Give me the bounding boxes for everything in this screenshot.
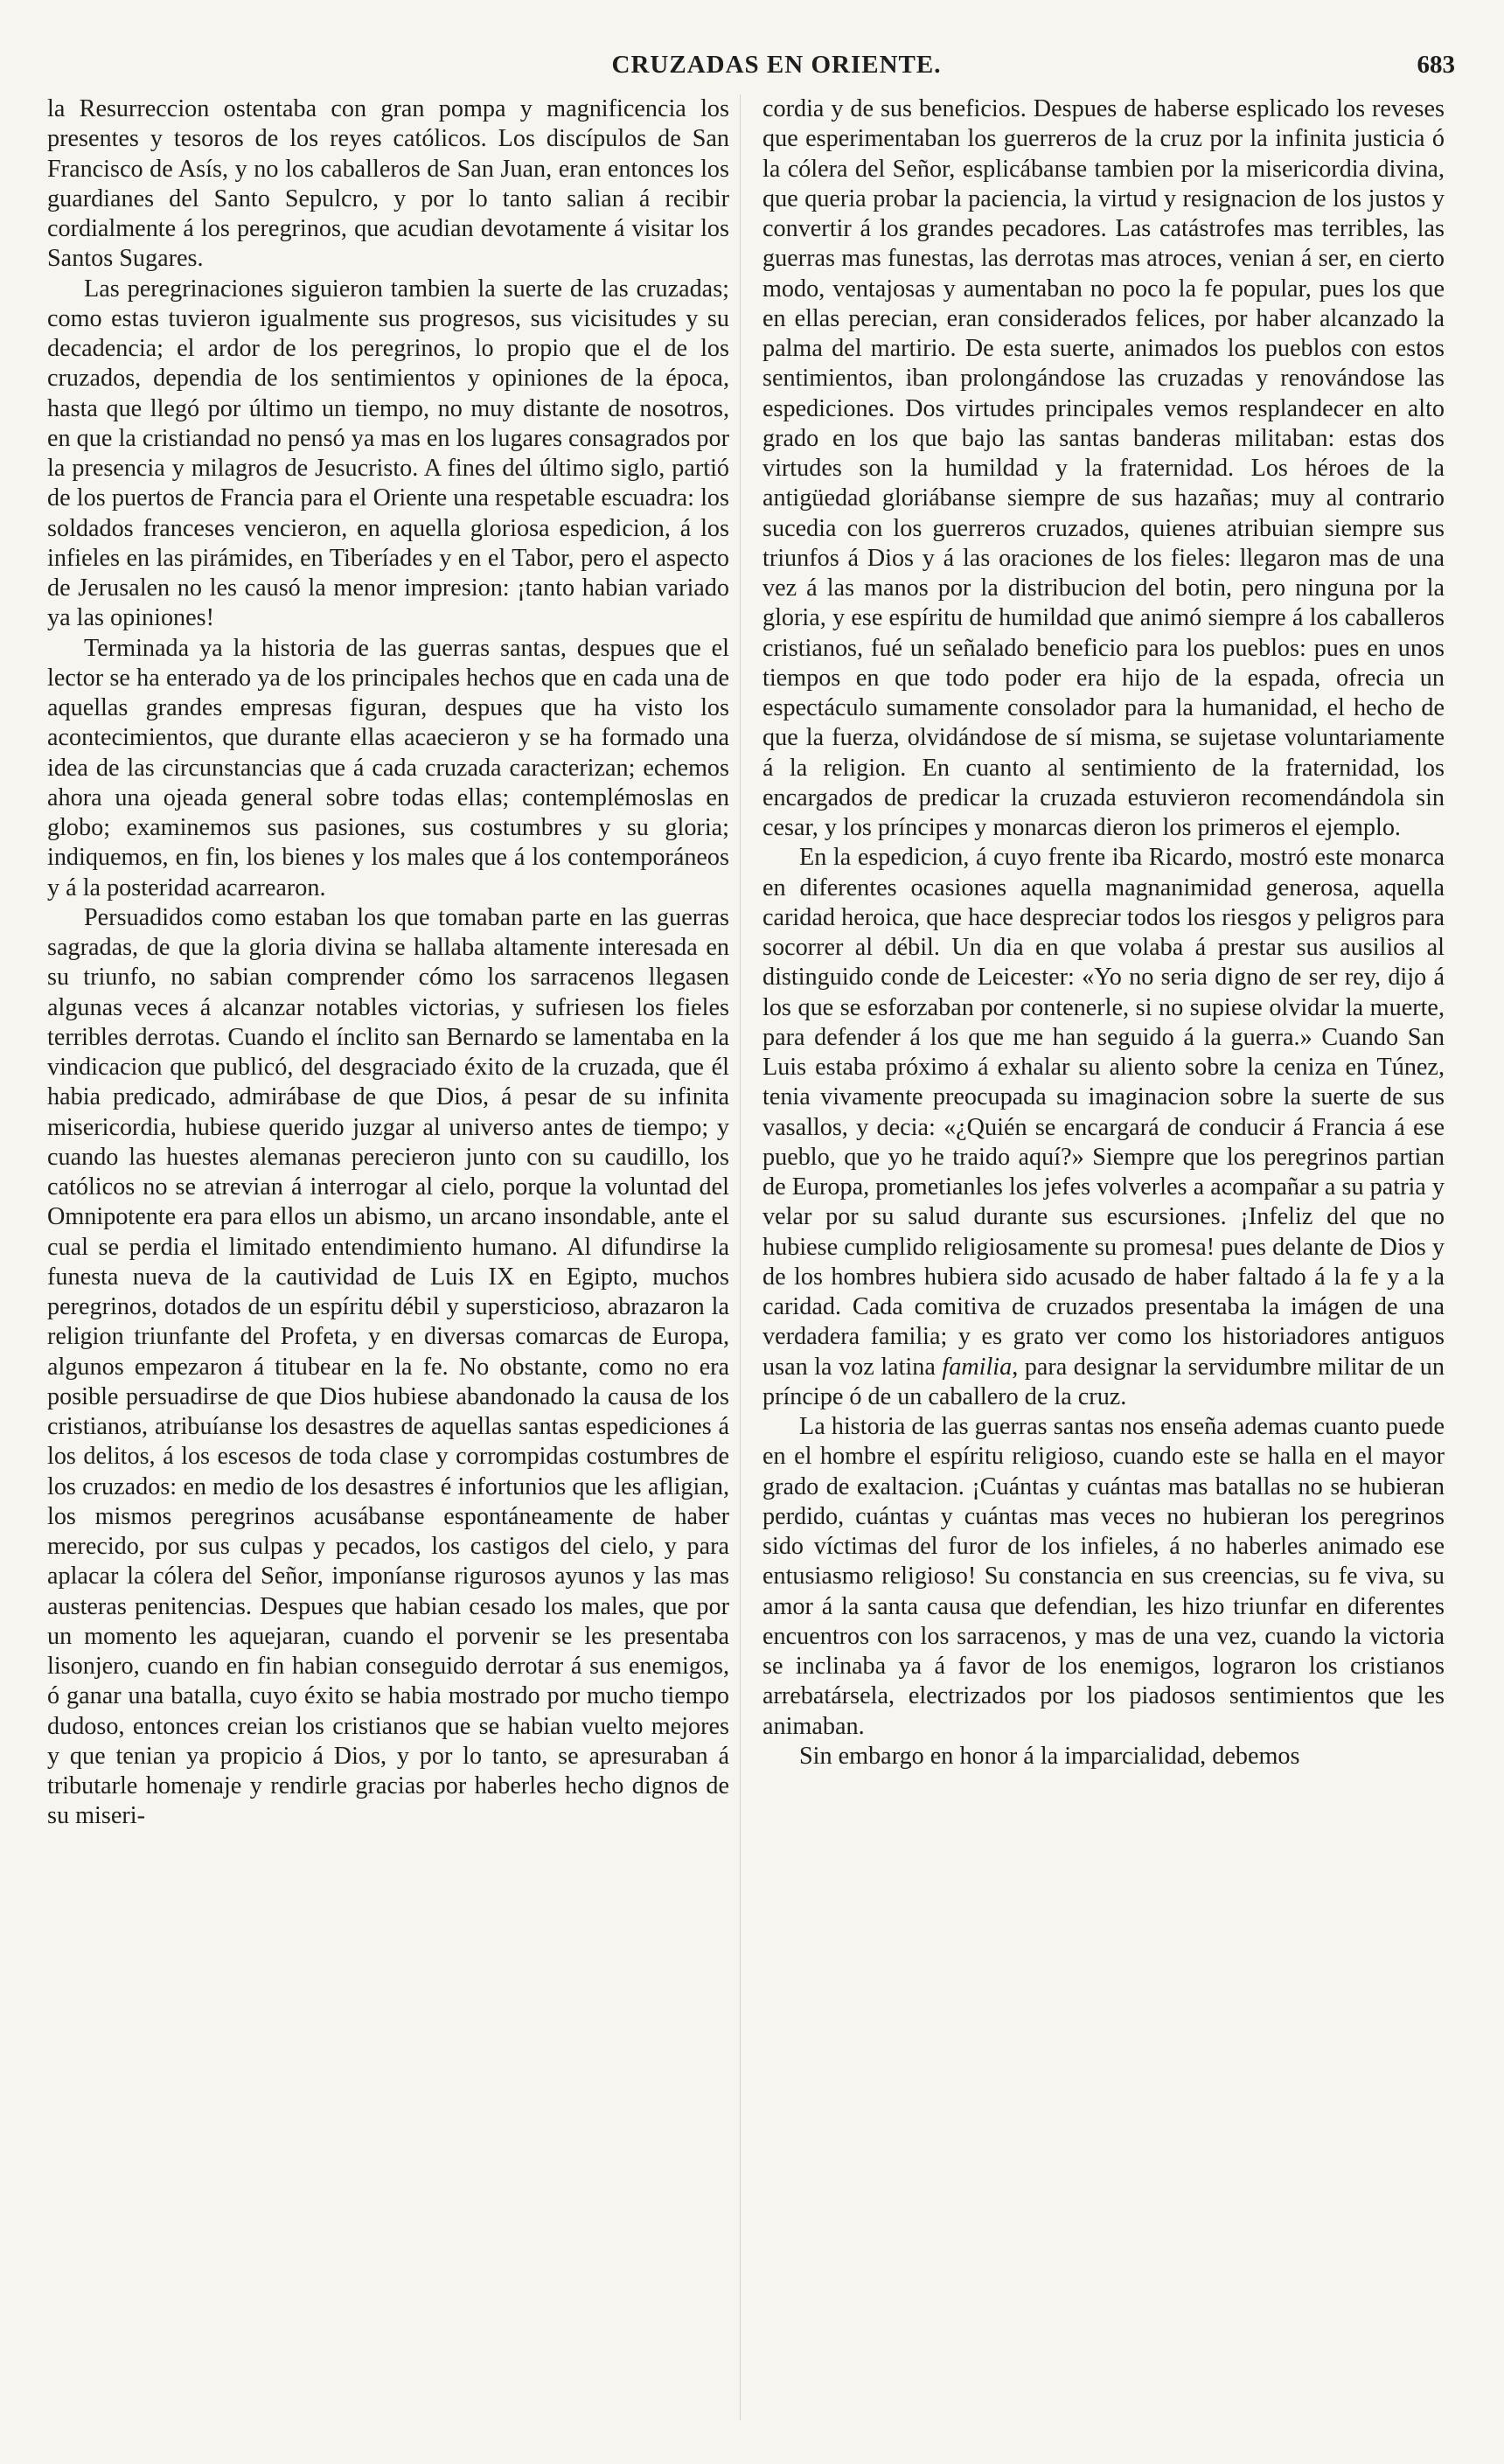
paragraph: cordia y de sus beneficios. Despues de haberse esplicado los reveses que esperimentaban los guerreros de la cruz por la infinita justicia ó la cólera del Señor, esplicábanse tambien por la misericordia divina, que queria probar la paciencia, la virtud y resignacion de los justos y convertir á los grandes pecadores. Las catástrofes mas terribles, las guerras mas funestas, las derrotas mas atroces, venian á ser, en cierto modo, ventajosas y aumentaban no poco la fe popular, pues los que en ellas perecian, eran considerados felices, por haber alcanzado la palma del martirio. De esta suerte, animados los pueblos con estos sentimientos, iban prolongándose las cruzadas y renovándose las espediciones. Dos virtudes principales vemos resplandecer en alto grado en los que bajo las santas banderas militaban: estas dos virtudes son la humildad y la fraternidad. Los héroes de la antigüedad gloriábanse siempre de sus hazañas; muy al contrario sucedia con los guerreros cruzados, quienes atribuian siempre sus triunfos á Dios y á las oraciones de los fieles: llegaron mas de una vez á las manos por la distribucion del botin, pero ninguna por la gloria, y ese espíritu de humildad que animó siempre á los caballeros cristianos, fué un señalado beneficio para los pueblos: pues en unos tiempos en que todo poder era hijo de la espada, ofrecia un espectáculo sumamente consolador para la humanidad, el hecho de que la fuerza, olvidándose de sí misma, se sujetase voluntariamente á la religion. En cuanto al sentimiento de la fraternidad, los encargados de predicar la cruzada estuvieron recomendándola sin cesar, y los príncipes y monarcas dieron los primeros el ejemplo. <box>762 95 1445 841</box>
left-column <box>47 94 729 1832</box>
paragraph-text: En la espedicion, á cuyo frente iba Ricardo, mostró este monarca en diferentes ocasiones aquella magnanimidad generosa, aquella caridad heroica, que hace despreciar todos los riesgos y peligros para socorrer al débil. Un dia en que volaba á prestar sus ausilios al distinguido conde de Leicester: «Yo no seria digno de ser rey, dijo á los que se esforzaban por contenerle, si no supiese olvidar la muerte, para defender á los que me han seguido á la guerra.» Cuando San Luis estaba próximo á exhalar su aliento sobre la ceniza en Túnez, tenia vivamente preocupada su imaginacion sobre la suerte de sus vasallos, y decia: «¿Quién se encargará de conducir á Francia á ese pueblo, que yo he traido aquí?» Siempre que los peregrinos partian de Europa, prometianles los jefes volverles a acompañar a su patria y velar por su salud durante sus escursiones. ¡Infeliz del que no hubiese cumplido religiosamente su promesa! pues delante de Dios y de los hombres hubiera sido acusado de haber faltado á la fe y a la caridad. Cada comitiva de cruzados presentaba la imágen de una verdadera familia; y es grato ver como los historiadores antiguos usan la voz latina <box>762 844 1445 1381</box>
paragraph <box>762 843 1445 1412</box>
paragraph: La historia de las guerras santas nos enseña ademas cuanto puede en el hombre el espíritu religioso, cuando este se halla en el mayor grado de exaltacion. ¡Cuántas y cuántas mas batallas no se hubieran perdido, cuántas y cuántas mas veces no hubieran los peregrinos sido víctimas del furor de los infieles, á no haberles animado ese entusiasmo religioso! Su constancia en sus creencias, su fe viva, su amor á la santa causa que defendian, les hizo triunfar en diferentes encuentros con los sarracenos, y mas de una vez, cuando la victoria se inclinaba ya á favor de los enemigos, lograron los cristianos arrebatársela, electrizados por los piadosos sentimientos que les animaban. <box>762 1413 1445 1740</box>
page-header <box>0 51 1504 89</box>
right-column <box>762 94 1445 1771</box>
paragraph: Persuadidos como estaban los que tomaban parte en las guerras sagradas, de que la gloria divina se hallaba altamente interesada en su triunfo, no sabian comprender cómo los sarracenos llegasen algunas veces á alcanzar notables victorias, y sufriesen los fieles terribles derrotas. Cuando el ínclito san Bernardo se lamentaba en la vindicacion que publicó, del desgraciado éxito de la cruzada, que él habia predicado, admirábase de que Dios, á pesar de su infinita misericordia, hubiese querido juzgar al universo antes de tiempo; y cuando las huestes alemanas perecieron junto con su caudillo, los católicos no se atrevian á interrogar al cielo, porque la voluntad del Omnipotente era para ellos un abismo, un arcano insondable, ante el cual se perdia el limitado entendimiento humano. Al difundirse la funesta nueva de la cautividad de Luis IX en Egipto, muchos peregrinos, dotados de un espíritu débil y supersticioso, abrazaron la religion triunfante del Profeta, y en diversas comarcas de Europa, algunos empezaron á titubear en la fe. No obstante, como no era posible persuadirse de que Dios hubiese abandonado la causa de los cristianos, atribuíanse los desastres de aquellas santas espediciones á los delitos, á los escesos de toda clase y corrompidas costumbres de los cruzados: en medio de los desastres é infortunios que les afligian, los mismos peregrinos acusábanse espontáneamente de haber merecido, por sus culpas y pecados, los castigos del cielo, y para aplacar la cólera del Señor, imponíanse rigurosos ayunos y las mas austeras penitencias. Despues que habian cesado los males, que por un momento les aquejaran, cuando el porvenir se les presentaba lisonjero, cuando en fin habian conseguido derrotar á sus enemigos, ó ganar una batalla, cuyo éxito se habia mostrado por mucho tiempo dudoso, entonces creian los cristianos que se habian vuelto mejores y que tenian ya propicio á Dios, y por lo tanto, se apresuraban á tributarle homenaje y rendirle gracias por haberles hecho dignos de su miseri- <box>47 903 729 1830</box>
running-title: CRUZADAS EN ORIENTE. <box>611 51 942 79</box>
page-number: 683 <box>1417 51 1455 79</box>
paragraph: Terminada ya la historia de las guerras santas, despues que el lector se ha enterado ya de los principales hechos que en cada una de aquellas grandes empresas figuran, despues que ha visto los acontecimientos, que durante ellas acaecieron y se ha formado una idea de las circunstancias que á cada cruzada caracterizan; echemos ahora una ojeada general sobre todas ellas; contemplémoslas en globo; examinemos sus pasiones, sus costumbres y su gloria; indiquemos, en fin, los bienes y los males que á los contemporáneos y á la posteridad acarrearon. <box>47 634 729 901</box>
column-divider <box>740 94 741 2420</box>
latin-term: familia <box>942 1353 1013 1381</box>
paragraph: Las peregrinaciones siguieron tambien la suerte de las cruzadas; como estas tuvieron igualmente sus progresos, sus vicisitudes y su decadencia; el ardor de los peregrinos, lo propio que el de los cruzados, dependia de los sentimientos y opiniones de la época, hasta que llegó por último un tiempo, no muy distante de nosotros, en que la cristiandad no pensó ya mas en los lugares consagrados por la presencia y milagros de Jesucristo. A fines del último siglo, partió de los puertos de Francia para el Oriente una respetable escuadra: los soldados franceses vencieron, en aquella gloriosa espedicion, á los infieles en las pirámides, en Tiberíades y en el Tabor, pero el aspecto de Jerusalen no les causó la menor impresion: ¡tanto habian variado ya las opiniones! <box>47 275 729 632</box>
paragraph-text: , para designar la servidumbre militar de un príncipe ó de un caballero de la cruz. <box>762 1353 1445 1410</box>
paragraph: la Resurreccion ostentaba con gran pompa y magnificencia los presentes y tesoros de los reyes católicos. Los discípulos de San Francisco de Asís, y no los caballeros de San Juan, eran entonces los guardianes del Santo Sepulcro, y por lo tanto salian á recibir cordialmente á los peregrinos, que acudian devotamente á visitar los Santos Sugares. <box>47 95 729 273</box>
paragraph: Sin embargo en honor á la imparcialidad, debemos <box>799 1742 1300 1770</box>
